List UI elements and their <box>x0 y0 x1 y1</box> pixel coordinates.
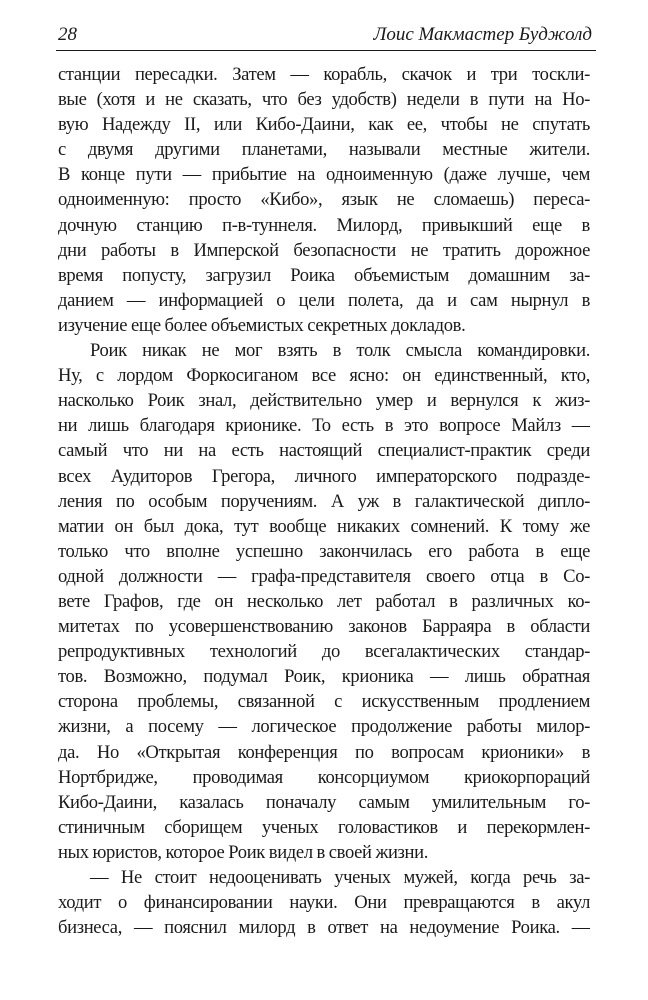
text-line: данием — информацией о цели полета, да и сам нырнул в <box>58 289 590 311</box>
text-line: вые (хотя и не сказать, что без удобств) недели в пути на Но- <box>58 89 590 111</box>
text-line: самый что ни на есть настоящий специалист-практик среди <box>58 440 590 462</box>
page-number: 28 <box>58 24 77 45</box>
text-line: насколько Роик знал, действительно умер и вернулся к жиз- <box>58 390 590 412</box>
running-head <box>58 22 592 48</box>
paragraph <box>58 865 590 940</box>
text-line: Нортбридже, проводимая консорциумом криокорпораций <box>58 766 590 788</box>
text-line: Кибо-Даини, казалась поначалу самым умилительным го- <box>58 791 590 813</box>
text-line: только что вполне успешно закончилась его работа в еще <box>58 540 590 562</box>
text-line: ных юристов, которое Роик видел в своей жизни. <box>58 841 429 863</box>
header-rule <box>56 50 596 51</box>
text-line: репродуктивных технологий до всегалактических стандар- <box>58 641 590 663</box>
text-body <box>58 62 590 940</box>
text-line: — Не стоит недооценивать ученых мужей, когда речь за- <box>90 867 590 888</box>
text-line: одноименную: просто «Кибо», язык не сломаешь) переса- <box>58 189 590 211</box>
text-line: станции пересадки. Затем — корабль, скачок и три тоскли- <box>58 64 590 85</box>
text-line: дни работы в Имперской безопасности не тратить дорожное <box>58 239 590 261</box>
text-line: время попусту, загрузил Роика объемистым домашним за- <box>58 264 590 286</box>
text-line: с двумя другими планетами, называли местные жители. <box>58 139 590 161</box>
text-line: вую Надежду II, или Кибо-Даини, как ее, чтобы не спутать <box>58 114 590 136</box>
text-line: матии он был дока, тут вообще никаких сомнений. К тому же <box>58 515 590 537</box>
text-line: всех Аудиторов Грегора, личного императорского подразде- <box>58 465 590 487</box>
text-line: митетах по усовершенствованию законов Барраяра в области <box>58 616 590 638</box>
text-line: В конце пути — прибытие на одноименную (даже лучше, чем <box>58 164 590 186</box>
text-line: вете Графов, где он несколько лет работал в различных ко- <box>58 590 590 612</box>
text-line: одной должности — графа-представителя своего отца в Со- <box>58 565 590 587</box>
text-line: стиничным сборищем ученых головастиков и перекормлен- <box>58 816 590 838</box>
text-line: ходит о финансировании науки. Они превращаются в акул <box>58 892 590 914</box>
text-line: сторона проблемы, связанной с искусственным продлением <box>58 691 590 713</box>
book-author: Лоис Макмастер Буджолд <box>373 24 592 45</box>
text-line: да. Но «Открытая конференция по вопросам крионики» в <box>58 741 590 763</box>
text-line: бизнеса, — пояснил милорд в ответ на недоумение Роика. — <box>58 917 590 939</box>
text-line: дочную станцию п-в-туннеля. Милорд, привыкший еще в <box>58 214 590 236</box>
text-line: ни лишь благодаря крионике. То есть в это вопросе Майлз — <box>58 415 590 437</box>
paragraph <box>58 62 590 338</box>
paragraph <box>58 338 590 865</box>
text-line: Ну, с лордом Форкосиганом все ясно: он единственный, кто, <box>58 365 590 387</box>
text-line: тов. Возможно, подумал Роик, крионика — лишь обратная <box>58 666 590 688</box>
text-line: жизни, а посему — логическое продолжение работы милор- <box>58 716 590 738</box>
text-line: изучение еще более объемистых секретных докладов. <box>58 314 466 336</box>
text-line: Роик никак не мог взять в толк смысла командировки. <box>90 340 590 362</box>
text-line: ления по особым поручениям. А уж в галактической дипло- <box>58 490 590 512</box>
